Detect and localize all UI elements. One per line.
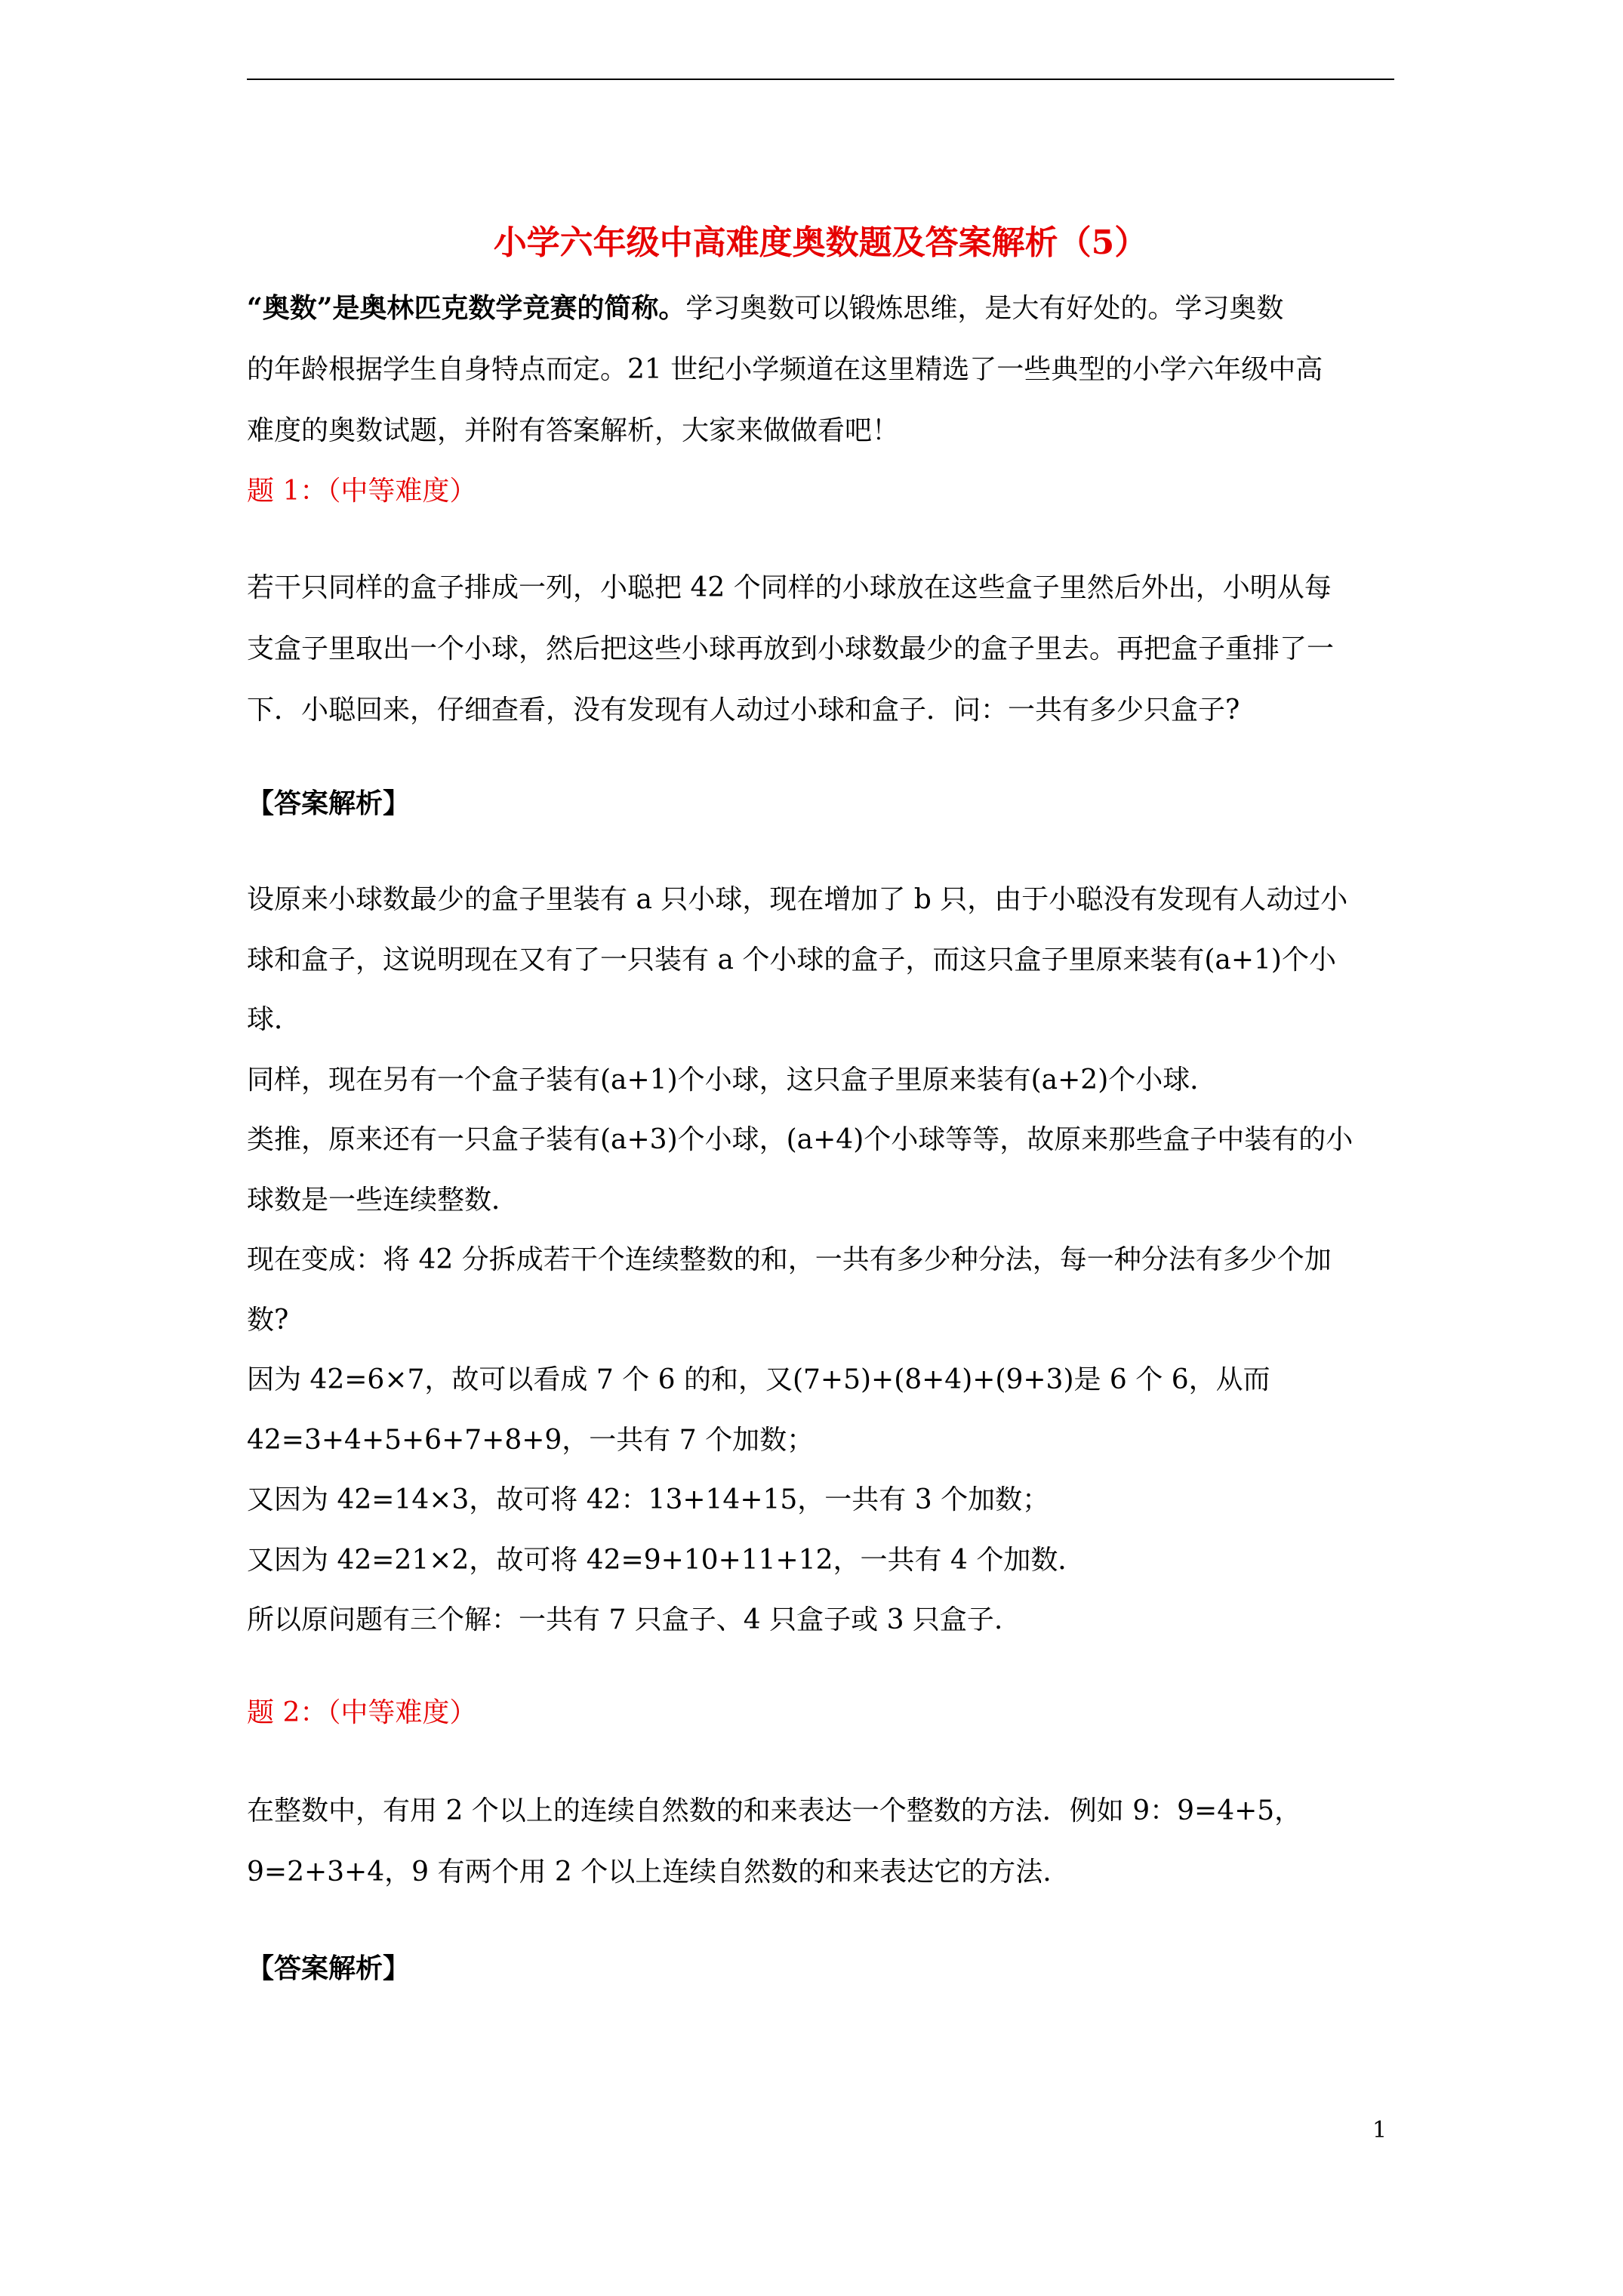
q2-question — [247, 1780, 1394, 1903]
q1-line-1: 若干只同样的盒子排成一列，小聪把 42 个同样的小球放在这些盒子里然后外出，小明从每 — [247, 572, 1332, 603]
q1-answer-line-7: 现在变成：将 42 分拆成若干个连续整数的和，一共有多少种分法，每一种分法有多少个加 — [247, 1244, 1332, 1275]
q1-question — [247, 557, 1394, 741]
intro-line-1-rest: 学习奥数可以锻炼思维，是大有好处的。学习奥数 — [685, 293, 1284, 324]
q2-answer-heading: 【答案解析】 — [247, 1952, 411, 1984]
q1-answer-line-6: 球数是一些连续整数． — [247, 1184, 519, 1216]
page-number: 1 — [1372, 2117, 1387, 2143]
q1-heading: 题 1：（中等难度） — [247, 476, 477, 507]
intro-line-1 — [247, 278, 1394, 339]
q2-line-1: 在整数中，有用 2 个以上的连续自然数的和来表达一个整数的方法．例如 9：9=4+5， — [247, 1795, 1302, 1826]
q1-answer — [247, 870, 1394, 1650]
q1-answer-line-8: 数? — [247, 1304, 289, 1336]
q1-answer-line-13: 所以原问题有三个解：一共有 7 只盒子、4 只盒子或 3 只盒子. — [247, 1604, 1003, 1635]
document-title: 小学六年级中高难度奥数题及答案解析（5） — [493, 223, 1148, 262]
intro-line-2: 的年龄根据学生自身特点而定。21 世纪小学频道在这里精选了一些典型的小学六年级中高 — [247, 354, 1323, 385]
q1-answer-line-12: 又因为 42=21×2，故可将 42=9+10+11+12，一共有 4 个加数． — [247, 1544, 1086, 1576]
intro-line-3: 难度的奥数试题，并附有答案解析，大家来做做看吧！ — [247, 415, 900, 446]
intro-paragraph — [247, 278, 1394, 461]
q1-line-2: 支盒子里取出一个小球，然后把这些小球再放到小球数最少的盒子里去。再把盒子重排了一 — [247, 633, 1335, 664]
q1-answer-line-11: 又因为 42=14×3，故可将 42：13+14+15，一共有 3 个加数； — [247, 1484, 1050, 1515]
q1-line-3: 下．小聪回来，仔细查看，没有发现有人动过小球和盒子．问：一共有多少只盒子? — [247, 695, 1240, 726]
intro-lead: “奥数”是奥林匹克数学竞赛的简称。 — [247, 292, 686, 324]
q2-line-2: 9=2+3+4，9 有两个用 2 个以上连续自然数的和来表达它的方法. — [247, 1857, 1052, 1888]
header-rule — [247, 79, 1394, 80]
q1-answer-line-3: 球． — [247, 1004, 302, 1035]
q2-heading: 题 2：（中等难度） — [247, 1697, 477, 1728]
q1-answer-line-5: 类推，原来还有一只盒子装有(a+3)个小球，(a+4)个小球等等，故原来那些盒子中装有的小 — [247, 1124, 1354, 1155]
q1-answer-line-10: 42=3+4+5+6+7+8+9，一共有 7 个加数； — [247, 1424, 815, 1456]
q1-answer-line-1: 设原来小球数最少的盒子里装有 a 只小球，现在增加了 b 只，由于小聪没有发现有人动过小 — [247, 884, 1348, 915]
q1-answer-line-4: 同样，现在另有一个盒子装有(a+1)个小球，这只盒子里原来装有(a+2)个小球． — [247, 1064, 1218, 1096]
q1-answer-line-2: 球和盒子，这说明现在又有了一只装有 a 个小球的盒子，而这只盒子里原来装有(a+1)个小 — [247, 944, 1336, 975]
q1-answer-line-9: 因为 42=6×7，故可以看成 7 个 6 的和，又(7+5)+(8+4)+(9+3)是 6 个 6，从而 — [247, 1364, 1270, 1395]
q1-answer-heading: 【答案解析】 — [247, 787, 411, 819]
